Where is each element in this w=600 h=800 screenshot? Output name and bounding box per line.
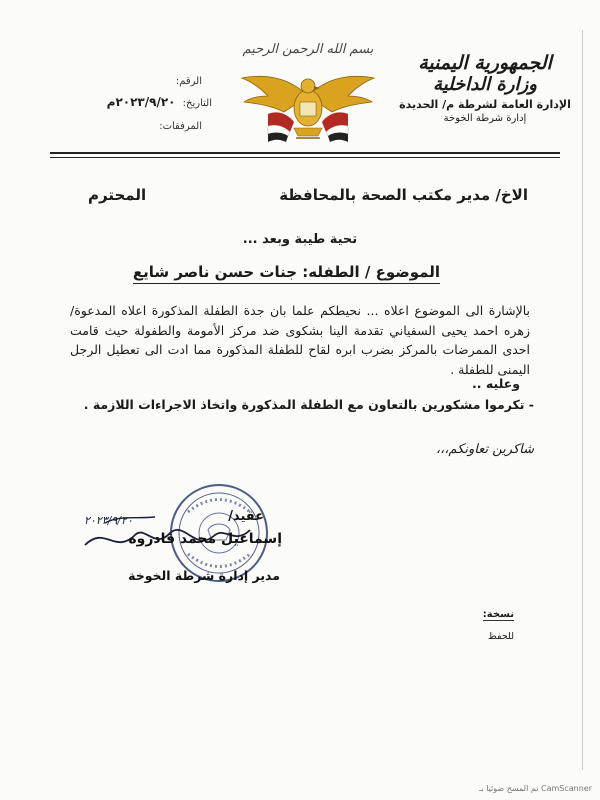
- greeting: تحية طيبة وبعد ...: [242, 232, 358, 247]
- honorific: المحترم: [88, 186, 147, 204]
- signature-date: ٢٠٢٣/٩/٢٠: [84, 514, 133, 527]
- body-paragraph: بالإشارة الى الموضوع اعلاه ... نحيطكم علما بان جدة الطفلة المذكورة اعلاه المدعوة/ زهره احمد يحيى السفياني تقدمة الينا بشكوى ضد مركز الأمومة والطفولة حيث قامت احدى الممرضات بالمركز بضرب ابره لقاح للطفلة المذكورة مما ادت الى تعطيل الرجل اليمنى للطفلة .: [70, 303, 530, 377]
- file-label: للحفظ: [488, 631, 514, 642]
- header-divider-thin: [50, 157, 560, 158]
- letterhead: [390, 52, 580, 124]
- basmala: بسم الله الرحمن الرحيم: [242, 42, 374, 57]
- department-name: الإدارة العامة لشرطة م/ الحديدة: [399, 98, 571, 111]
- republic-name: الجمهورية اليمنية: [418, 52, 552, 74]
- eagle-emblem-icon: [238, 56, 378, 152]
- thanks-line: شاكرين تعاونكم،،،: [435, 442, 534, 457]
- copy-label: نسخة:: [482, 609, 514, 620]
- sub-department-name: إدارة شرطة الخوخة: [443, 113, 527, 124]
- scanner-watermark: CamScanner تم المسح ضوئيا بـ: [479, 784, 592, 793]
- date-value: ٢٠٢٣/٩/٢٠م: [106, 95, 176, 109]
- request-line: - تكرموا مشكورين بالتعاون مع الطفلة المذكورة واتخاذ الاجراءات اللازمة .: [83, 397, 534, 412]
- number-label: الرقم:: [175, 76, 202, 87]
- signatory-name: إسماعيل محمد قادروه: [128, 531, 282, 547]
- addressee: الاخ/ مدير مكتب الصحة بالمحافظة: [279, 186, 528, 204]
- signatory-rank: عقيد/: [228, 509, 264, 524]
- date-label: التاريخ:: [182, 98, 212, 109]
- signatory-title: مدير إدارة شرطة الخوخة: [128, 568, 280, 583]
- whereas-line: وعليه ..: [472, 376, 520, 391]
- reference-number: [62, 73, 202, 87]
- header-divider: [50, 152, 560, 154]
- date-line: [62, 95, 212, 109]
- attachments-line: [62, 118, 202, 132]
- addressee-line: [88, 186, 528, 204]
- subject-line: الموضوع / الطفله: جنات حسن ناصر شايع: [133, 263, 440, 284]
- attachments-label: المرفقات:: [159, 121, 202, 132]
- ministry-name: وزارة الداخلية: [433, 74, 537, 95]
- page-edge: [582, 30, 583, 770]
